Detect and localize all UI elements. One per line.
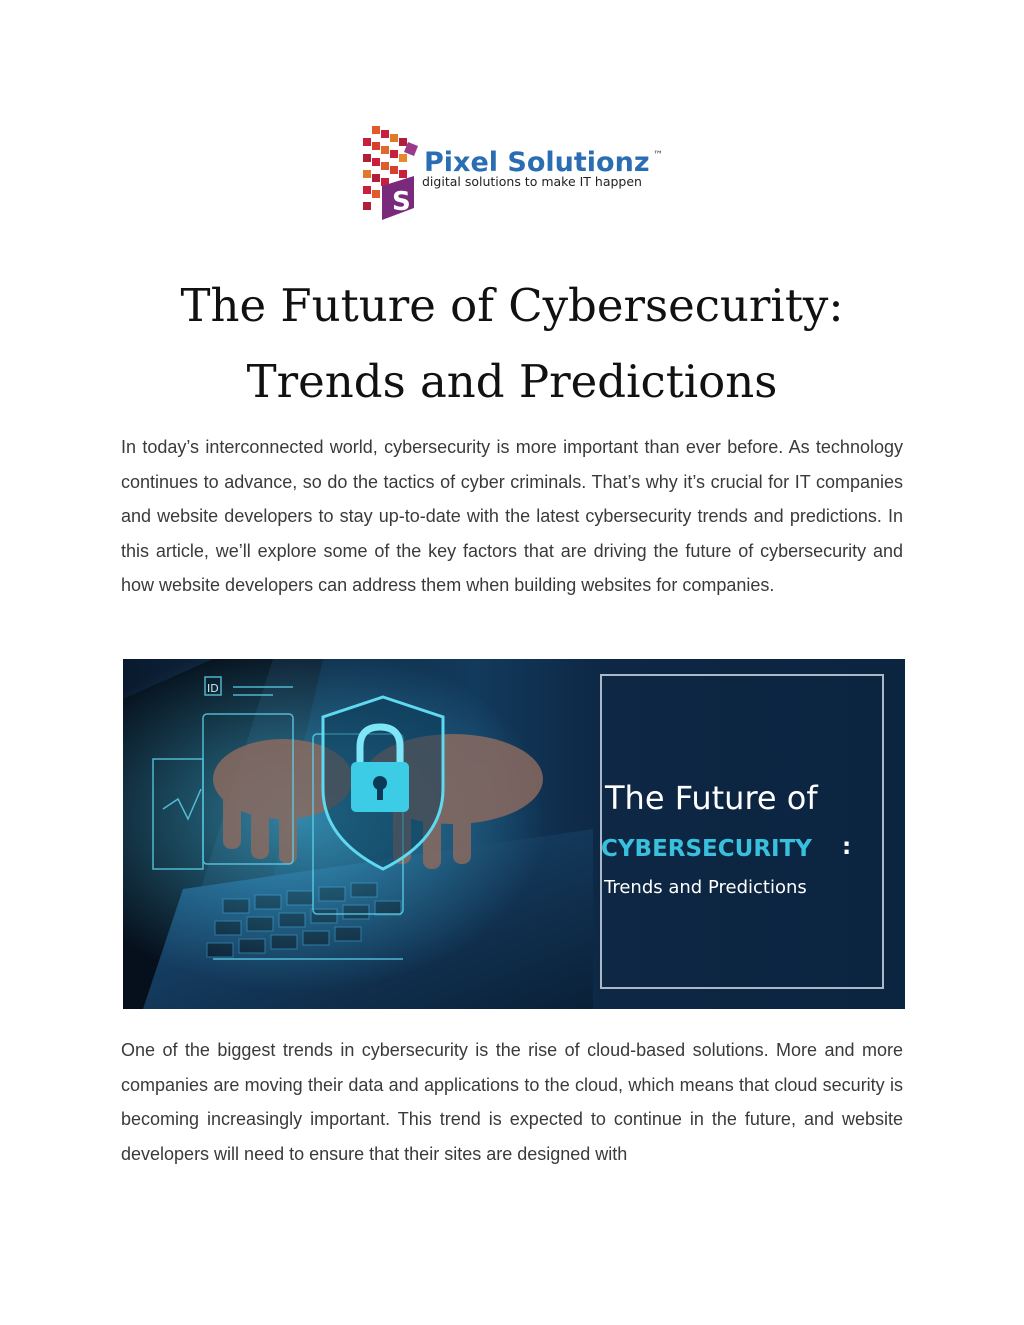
logo-brand-name: Pixel Solutionz bbox=[424, 147, 650, 178]
hud-id-label: ID bbox=[207, 682, 219, 695]
banner-colon: : bbox=[842, 834, 852, 860]
body-paragraph: One of the biggest trends in cybersecurity is the rise of cloud-based solutions. More and more companies are moving their data and applications to the cloud, which means that cloud security is becoming increasingly important. This trend is expected to continue in the future, and website developers will need to ensure that their sites are designed with bbox=[121, 1040, 903, 1164]
svg-text:S: S bbox=[392, 187, 411, 217]
title-line-2: Trends and Predictions bbox=[246, 355, 778, 408]
pixel-mosaic-icon bbox=[363, 126, 418, 220]
banner-line-3: Trends and Predictions bbox=[604, 877, 807, 898]
banner-line-2: CYBERSECURITY bbox=[601, 836, 812, 862]
intro-paragraph: In today’s interconnected world, cybersecurity is more important than ever before. As technology continues to advance, so do the tactics of cyber criminals. That’s why it’s crucial for IT companies and website developers to stay up-to-date with the latest cybersecurity trends and predictions. In this article, we’ll explore some of the key factors that are driving the future of cybersecurity and how website developers can address them when building websites for companies. bbox=[121, 437, 903, 596]
logo-tagline: digital solutions to make IT happen bbox=[422, 174, 642, 189]
article-title bbox=[0, 268, 1024, 420]
article-banner-image bbox=[123, 659, 905, 1009]
logo-trademark: ™ bbox=[653, 150, 663, 161]
company-logo bbox=[358, 124, 668, 222]
title-line-1: The Future of Cybersecurity: bbox=[180, 279, 844, 332]
banner-line-1: The Future of bbox=[605, 779, 818, 817]
